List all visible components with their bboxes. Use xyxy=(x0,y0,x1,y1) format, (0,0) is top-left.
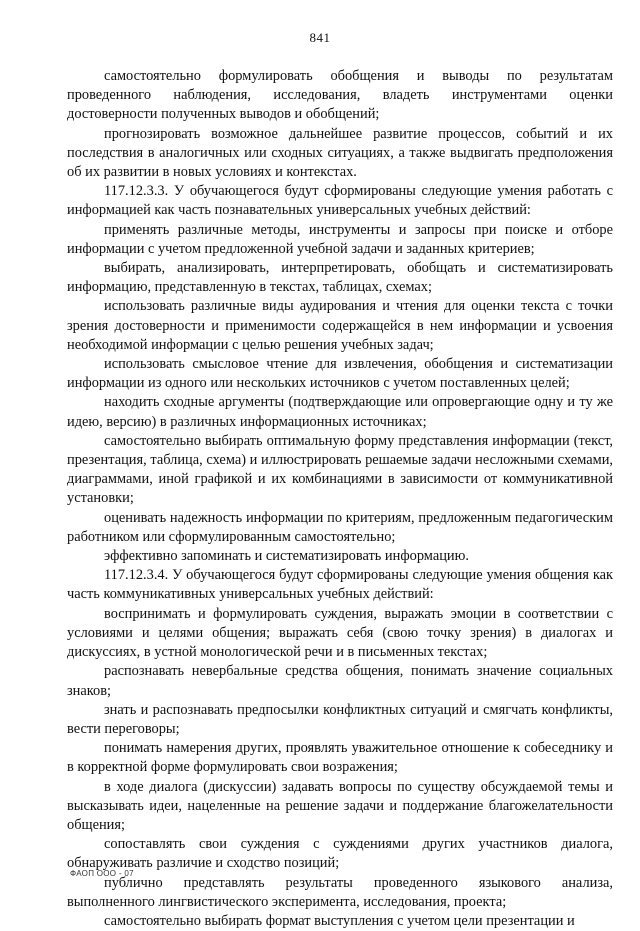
paragraph-2: прогнозировать возможное дальнейшее развитие процессов, событий и их последствия в аналогичных или сходных ситуациях, а также выдвигать предположения об их развитии в новых условиях и контекстах. xyxy=(67,125,613,181)
paragraph-11: эффективно запоминать и систематизировать информацию. xyxy=(104,548,469,565)
paragraph-7: использовать смысловое чтение для извлечения, обобщения и систематизации информации из одного или нескольких источников с учетом поставленных целей; xyxy=(67,356,613,392)
paragraph-9: самостоятельно выбирать оптимальную форму представления информации (текст, презентация, таблица, схема) и иллюстрировать решаемые задачи несложными схемами, диаграммами, иной графикой и их комбинациями в зависимости от коммуникативной установки; xyxy=(67,432,613,507)
paragraph-14: распознавать невербальные средства общения, понимать значение социальных знаков; xyxy=(67,663,613,699)
paragraph-4: применять различные методы, инструменты и запросы при поиске и отборе информации с учетом предложенной учебной задачи и заданных критериев; xyxy=(67,221,613,257)
paragraph-13: воспринимать и формулировать суждения, выражать эмоции в соответствии с условиями и целями общения; выражать себя (свою точку зрения) в диалогах и дискуссиях, в устной монологической речи и в письменных текстах; xyxy=(67,605,613,661)
paragraph-17: в ходе диалога (дискуссии) задавать вопросы по существу обсуждаемой темы и высказывать идеи, нацеленные на решение задачи и поддержание благожелательности общения; xyxy=(67,778,613,833)
paragraph-6: использовать различные виды аудирования и чтения для оценки текста с точки зрения достоверности и применимости содержащейся в нем информации и усвоения необходимой информации с целью решения учебных задач; xyxy=(67,298,613,353)
paragraph-12: 117.12.3.4. У обучающегося будут сформированы следующие умения общения как часть коммуникативных универсальных учебных действий: xyxy=(67,567,613,603)
footer-code: ФАОП ООО - 07 xyxy=(70,869,134,878)
paragraph-19: публично представлять результаты проведенного языкового анализа, выполненного лингвистического эксперимента, исследования, проекта; xyxy=(67,874,613,910)
paragraph-10: оценивать надежность информации по критериям, предложенным педагогическим работником или сформулированным самостоятельно; xyxy=(67,509,613,545)
paragraph-20: самостоятельно выбирать формат выступления с учетом цели презентации и xyxy=(104,912,575,929)
paragraph-18: сопоставлять свои суждения с суждениями других участников диалога, обнаруживать различие и сходство позиций; xyxy=(67,836,613,872)
paragraph-15: знать и распознавать предпосылки конфликтных ситуаций и смягчать конфликты, вести переговоры; xyxy=(67,701,613,737)
paragraph-1: самостоятельно формулировать обобщения и выводы по результатам проведенного наблюдения, исследования, владеть инструментами оценки достоверности полученных выводов и обобщений; xyxy=(67,68,613,123)
page-number: 841 xyxy=(309,30,331,45)
paragraph-5: выбирать, анализировать, интерпретировать, обобщать и систематизировать информацию, представленную в текстах, таблицах, схемах; xyxy=(67,260,613,296)
paragraph-3: 117.12.3.3. У обучающегося будут сформированы следующие умения работать с информацией как часть познавательных универсальных учебных действий: xyxy=(67,183,613,219)
paragraph-8: находить сходные аргументы (подтверждающие или опровергающие одну и ту же идею, версию) в различных информационных источниках; xyxy=(67,394,613,430)
body-text xyxy=(67,67,613,931)
paragraph-16: понимать намерения других, проявлять уважительное отношение к собеседнику и в корректной форме формулировать свои возражения; xyxy=(67,740,613,776)
